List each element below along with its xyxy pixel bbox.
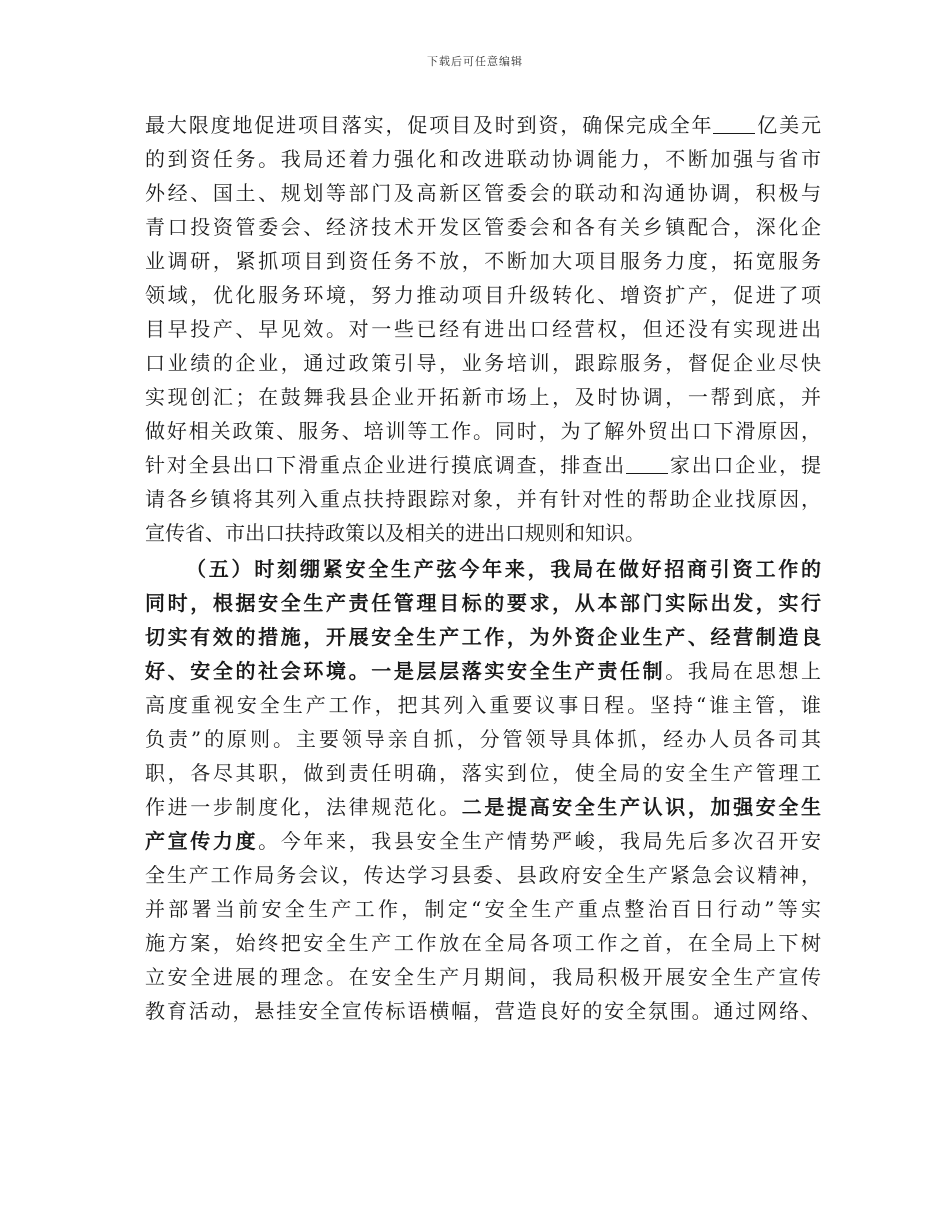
text-segment: 亿美元 [755, 113, 822, 137]
paragraph-2-line-3: 切实有效的措施，开展安全生产工作，为外资企业生产、经营制造良 [145, 625, 821, 649]
paragraph-1-line-1 [145, 108, 821, 142]
paragraph-2-line-4 [145, 654, 821, 688]
bold-segment: 产宣传力度 [145, 829, 259, 853]
paragraph-2-line-5: 高度重视安全生产工作，把其列入重要议事日程。坚持“谁主管，谁 [145, 693, 821, 717]
paragraph-1-line-2: 的到资任务。我局还着力强化和改进联动协调能力，不断加强与省市 [145, 147, 821, 171]
text-segment: 作进一步制度化，法律规范化。 [145, 795, 462, 819]
bold-segment: 二是提高安全生产认识，加强安全生 [461, 795, 822, 819]
text-segment: 针对全县出口下滑重点企业进行摸底调查，排查出 [145, 453, 626, 477]
text-segment: 。我局在思想上 [665, 659, 822, 683]
paragraph-1-line-11 [145, 448, 821, 482]
paragraph-1-line-4: 青口投资管委会、经济技术开发区管委会和各有关乡镇配合，深化企 [145, 215, 821, 239]
fill-blank [713, 111, 755, 134]
text-segment: 最大限度地促进项目落实，促项目及时到资，确保完成全年 [145, 113, 714, 137]
paragraph-2-line-2: 同时，根据安全生产责任管理目标的要求，从本部门实际出发，实行 [145, 591, 821, 615]
text-segment: 。今年来，我县安全生产情势严峻，我局先后多次召开安 [258, 829, 822, 853]
text-segment: 家出口企业，提 [667, 453, 822, 477]
paragraph-1-line-10: 做好相关政策、服务、培训等工作。同时，为了解外贸出口下滑原因， [145, 419, 821, 443]
paragraph-2-line-8 [145, 790, 821, 824]
paragraph-1-line-9: 实现创汇；在鼓舞我县企业开拓新市场上，及时协调，一帮到底，并 [145, 385, 821, 409]
paragraph-1-line-13: 宣传省、市出口扶持政策以及相关的进出口规则和知识。 [145, 521, 645, 545]
fill-blank [626, 451, 668, 474]
bold-segment: 一是层层落实安全生产责任制 [371, 659, 666, 683]
paragraph-1-line-5: 业调研，紧抓项目到资任务不放，不断加大项目服务力度，拓宽服务 [145, 249, 821, 273]
page-header: 下载后可任意编辑 [427, 55, 523, 68]
paragraph-2-line-12: 施方案，始终把安全生产工作放在全局各项工作之首，在全局上下树 [145, 931, 821, 955]
paragraph-1-line-12: 请各乡镇将其列入重点扶持跟踪对象，并有针对性的帮助企业找原因， [145, 487, 821, 511]
paragraph-2-line-7: 职，各尽其职，做到责任明确，落实到位，使全局的安全生产管理工 [145, 761, 821, 785]
paragraph-2-line-6: 负责”的原则。主要领导亲自抓，分管领导具体抓，经办人员各司其 [145, 727, 821, 751]
paragraph-1-line-6: 领域，优化服务环境，努力推动项目升级转化、增资扩产，促进了项 [145, 283, 821, 307]
paragraph-2-line-1: （五）时刻绷紧安全生产弦今年来，我局在做好招商引资工作的 [186, 557, 821, 581]
paragraph-2-line-9 [145, 824, 821, 858]
paragraph-2-line-10: 全生产工作局务会议，传达学习县委、县政府安全生产紧急会议精神， [145, 863, 821, 887]
paragraph-2-line-14: 教育活动，悬挂安全宣传标语横幅，营造良好的安全氛围。通过网络、 [145, 999, 821, 1023]
paragraph-1-line-8: 口业绩的企业，通过政策引导，业务培训，跟踪服务，督促企业尽快 [145, 351, 821, 375]
paragraph-2-line-11: 并部署当前安全生产工作，制定“安全生产重点整治百日行动”等实 [145, 897, 821, 921]
paragraph-1-line-3: 外经、国土、规划等部门及高新区管委会的联动和沟通协调，积极与 [145, 181, 821, 205]
paragraph-2-line-13: 立安全进展的理念。在安全生产月期间，我局积极开展安全生产宣传 [145, 965, 821, 989]
paragraph-1-line-7: 目早投产、早见效。对一些已经有进出口经营权，但还没有实现进出 [145, 317, 821, 341]
bold-segment: 好、安全的社会环境。 [145, 659, 372, 683]
